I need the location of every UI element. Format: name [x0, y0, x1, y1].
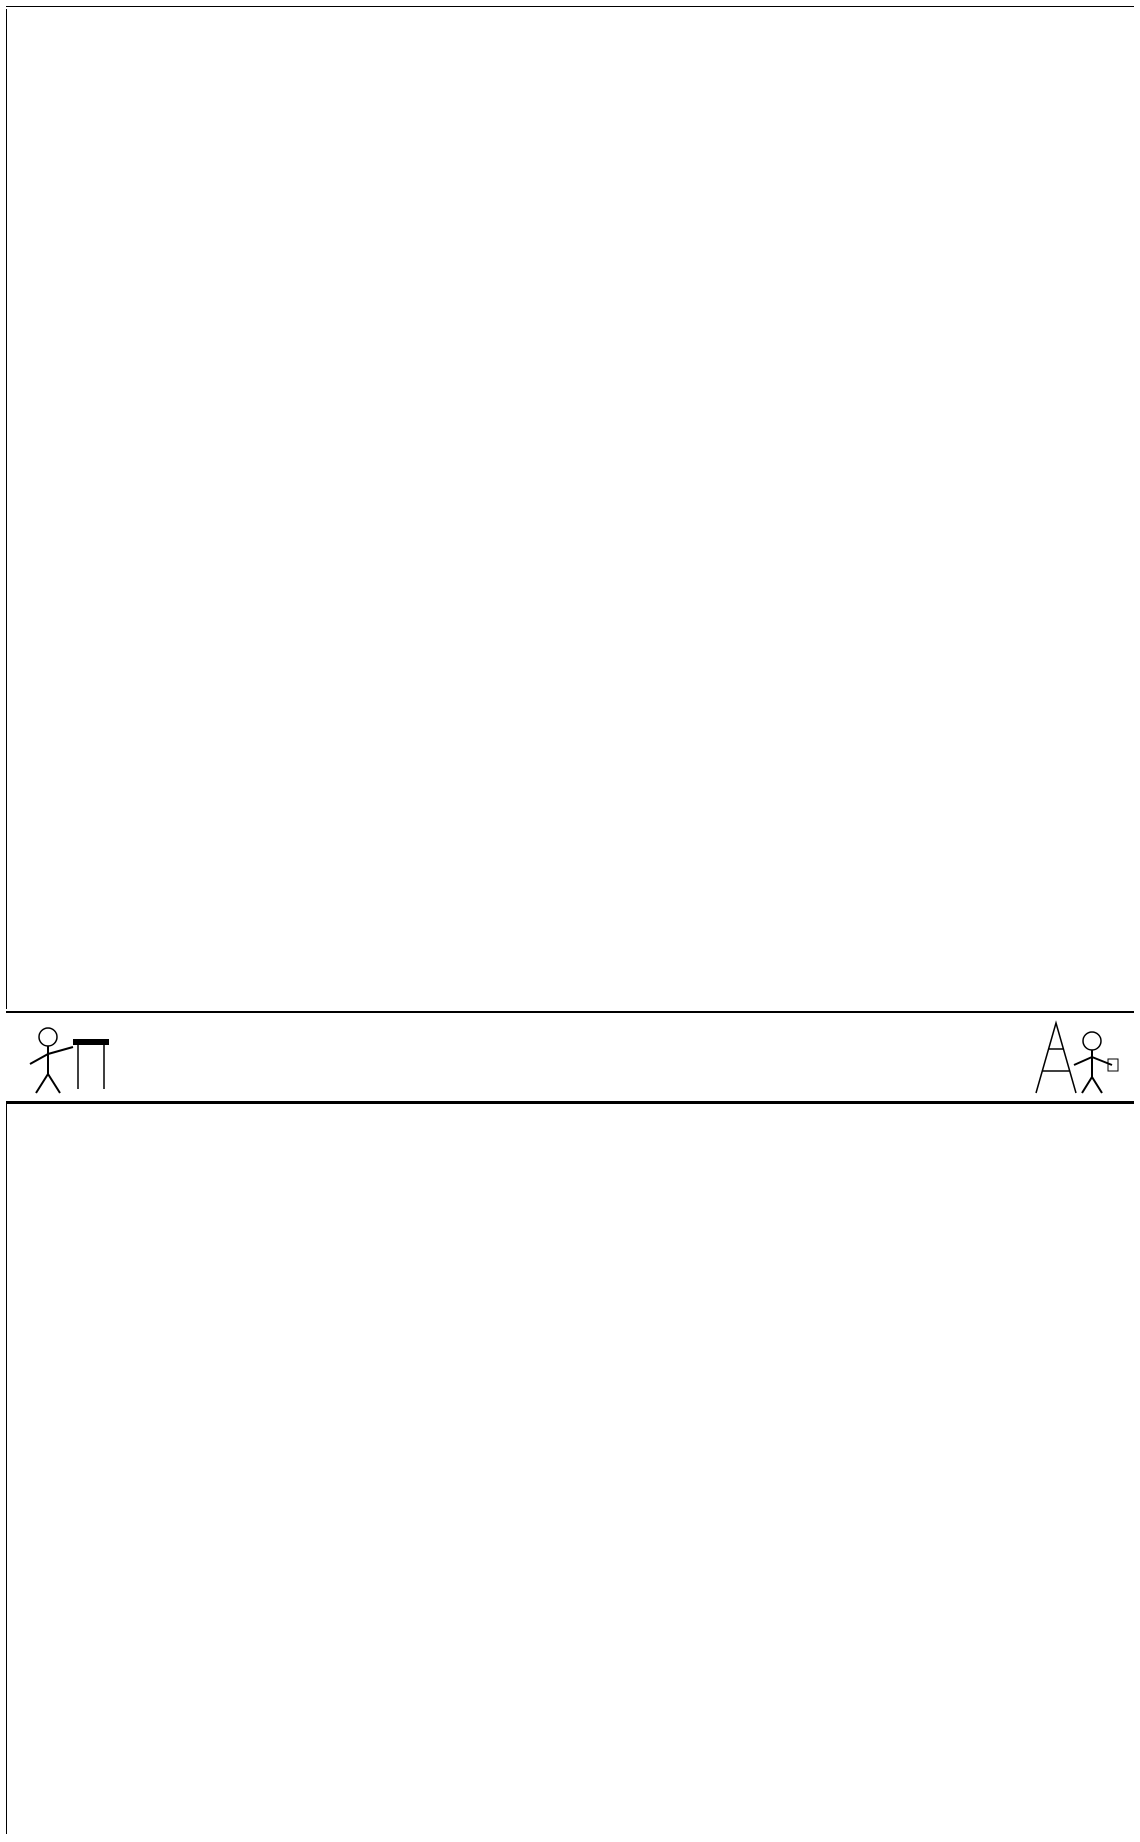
home-service-guide-banner [6, 1011, 1134, 1103]
page-folio [6, 4, 1134, 7]
classified-top-section [6, 9, 1134, 1009]
handyman-illustration [18, 1019, 114, 1095]
painter-illustration [1026, 1019, 1122, 1095]
service-directory-section [6, 1103, 1134, 1834]
